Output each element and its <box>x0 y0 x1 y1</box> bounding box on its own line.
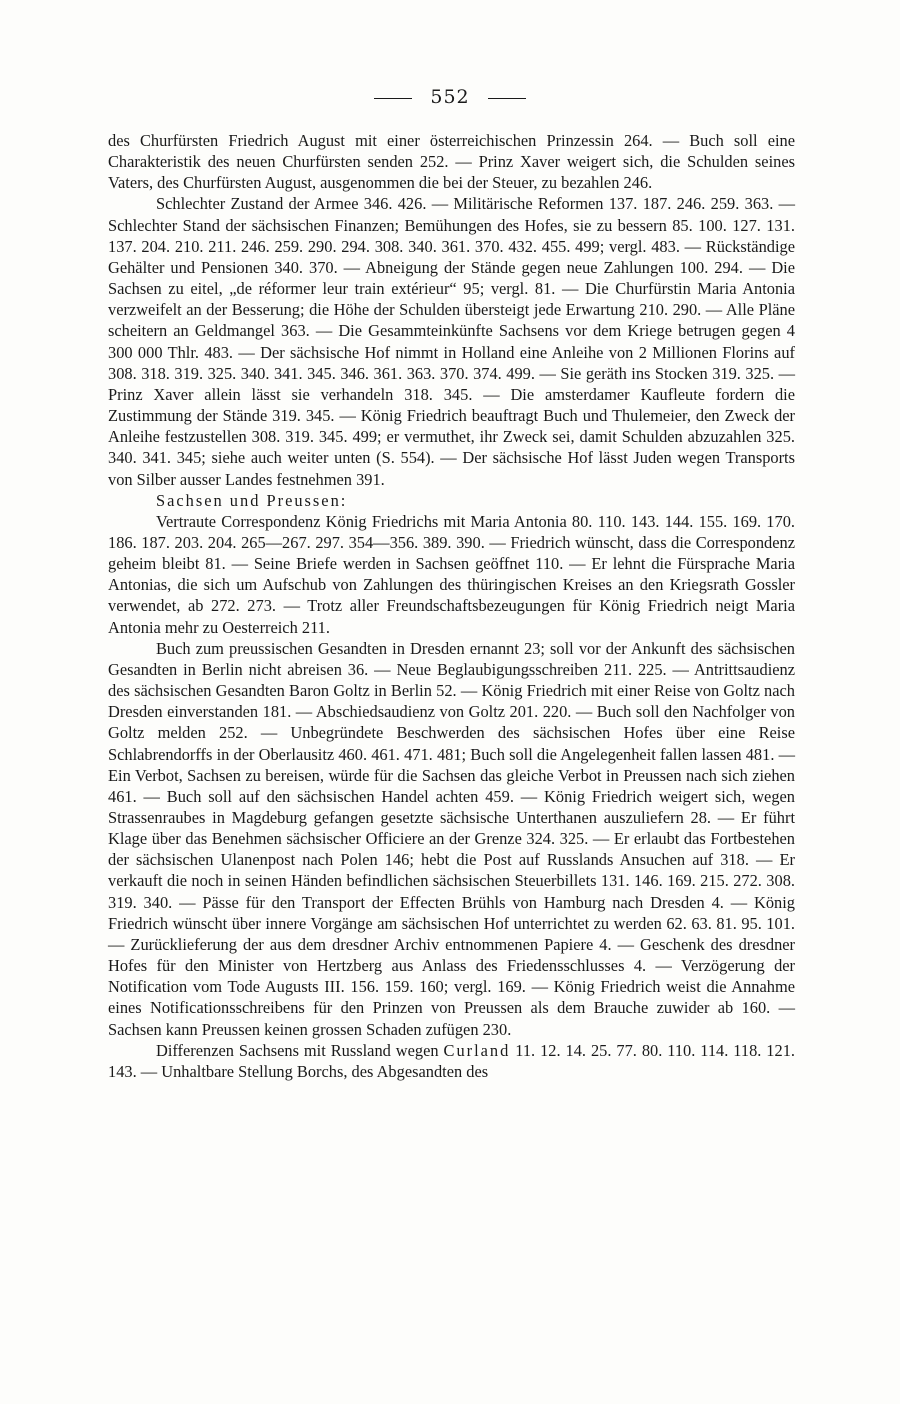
page-header <box>0 86 900 108</box>
keyword-curland: Curland <box>443 1040 511 1060</box>
paragraph-correspondence: Vertraute Correspondenz König Friedrichs mit Maria Antonia 80. 110. 143. 144. 155. 169. 170. 186. 187. 203. 204. 265—267. 297. 354—356. 389. 390. — Friedrich wünscht, dass die Correspondenz geheim bleibt 81. — Seine Briefe werden in Sachsen geöffnet 110. — Er lehnt die Fürsprache Maria Antonias, die sich um Aufschub von Zahlungen des thüringischen Kreises an den Kriegsrath Gossler verwendet, ab 272. 273. — Trotz aller Freundschaftsbezeugungen für König Friedrich neigt Maria Antonia mehr zu Oesterreich 211. <box>108 511 795 637</box>
paragraph-curland <box>108 1040 795 1082</box>
header-rule-left <box>374 98 412 99</box>
paragraph-continuation: des Churfürsten Friedrich August mit einer österreichischen Prinzessin 264. — Buch soll eine Charakteristik des neuen Churfürsten senden 252. — Prinz Xaver weigert sich, die Schulden seines Vaters, des Churfürsten August, ausgenommen die bei der Steuer, zu bezahlen 246. <box>108 131 795 193</box>
body-text <box>108 130 795 1082</box>
section-heading-sachsen-preussen: Sachsen und Preussen: <box>156 490 348 510</box>
paragraph-curland-start: Differenzen Sachsens mit Russland wegen <box>156 1040 444 1060</box>
paragraph-curland-end: 11. 12. 14. 25. 77. 80. 110. 114. 118. 121. 143. — Unhaltbare Stellung Borchs, des Abgesandten des <box>108 1040 795 1081</box>
paragraph-envoys: Buch zum preussischen Gesandten in Dresden ernannt 23; soll vor der Ankunft des sächsischen Gesandten in Berlin nicht abreisen 36. — Neue Beglaubigungsschreiben 211. 225. — Antrittsaudienz des sächsischen Gesandten Baron Goltz in Berlin 52. — König Friedrich mit einer Reise von Goltz nach Dresden einverstanden 181. — Abschiedsaudienz von Goltz 201. 220. — Buch soll den Nachfolger von Goltz melden 252. — Unbegründete Beschwerden des sächsischen Hofes über eine Reise Schlabrendorffs in der Oberlausitz 460. 461. 471. 481; Buch soll die Angelegenheit fallen lassen 481. — Ein Verbot, Sachsen zu bereisen, würde für die Sachsen das gleiche Verbot in Preussen nach sich ziehen 461. — Buch soll auf den sächsischen Handel achten 459. — König Friedrich weigert sich, wegen Strassenraubes in Magdeburg gefangen gesetzte sächsische Unterthanen auszuliefern 28. — Er führt Klage über das Benehmen sächsischer Officiere an der Grenze 324. 325. — Er erlaubt das Fortbestehen der sächsischen Ulanenpost nach Polen 146; hebt die Post auf Russlands Ansuchen auf 318. — Er verkauft die noch in seinen Händen befindlichen sächsischen Steuerbillets 131. 146. 169. 215. 272. 308. 319. 340. — Pässe für den Transport der Effecten Brühls von Hamburg nach Dresden 4. — König Friedrich wünscht über innere Vorgänge am sächsischen Hof unterrichtet zu werden 62. 63. 81. 95. 101. — Zurücklieferung der aus dem dresdner Archiv entnommenen Papiere 4. — Geschenk des dresdner Hofes für den Minister von Hertzberg aus Anlass des Friedensschlusses 4. — Verzögerung der Notification vom Tode Augusts III. 156. 159. 160; vergl. 169. — König Friedrich weist die Annahme eines Notificationsschreibens für den Prinzen von Preussen als dem Brauche zuwider ab 160. — Sachsen kann Preussen keinen grossen Schaden zufügen 230. <box>108 638 795 1039</box>
page-number: 552 <box>430 86 470 108</box>
paragraph-finances: Schlechter Zustand der Armee 346. 426. — Militärische Reformen 137. 187. 246. 259. 363. — Schlechter Stand der sächsischen Finanzen; Bemühungen des Hofes, sie zu bessern 85. 100. 127. 131. 137. 204. 210. 211. 246. 259. 290. 294. 308. 340. 361. 370. 432. 455. 499; vergl. 483. — Rückständige Gehälter und Pensionen 340. 370. — Abneigung der Stände gegen neue Zahlungen 100. 294. — Die Sachsen zu eitel, „de réformer leur train extérieur“ 95; vergl. 81. — Die Churfürstin Maria Antonia verzweifelt an der Besserung; die Höhe der Schulden übersteigt jede Erwartung 210. 290. — Alle Pläne scheitern an Geldmangel 363. — Die Gesammteinkünfte Sachsens vor dem Kriege betrugen gegen 4 300 000 Thlr. 483. — Der sächsische Hof nimmt in Holland eine Anleihe von 2 Millionen Florins auf 308. 318. 319. 325. 340. 341. 345. 346. 361. 363. 370. 374. 499. — Sie geräth ins Stocken 319. 325. — Prinz Xaver allein lässt sie verhandeln 318. 345. — Die amsterdamer Kaufleute fordern die Zustimmung der Stände 319. 345. — König Friedrich beauftragt Buch und Thulemeier, den Zweck der Anleihe festzustellen 308. 319. 345. 499; er vermuthet, ihr Zweck sei, damit Schulden abzuzahlen 325. 340. 341. 345; siehe auch weiter unten (S. 554). — Der sächsische Hof lässt Juden wegen Transports von Silber ausser Landes festnehmen 391. <box>108 194 795 489</box>
header-rule-right <box>488 98 526 99</box>
